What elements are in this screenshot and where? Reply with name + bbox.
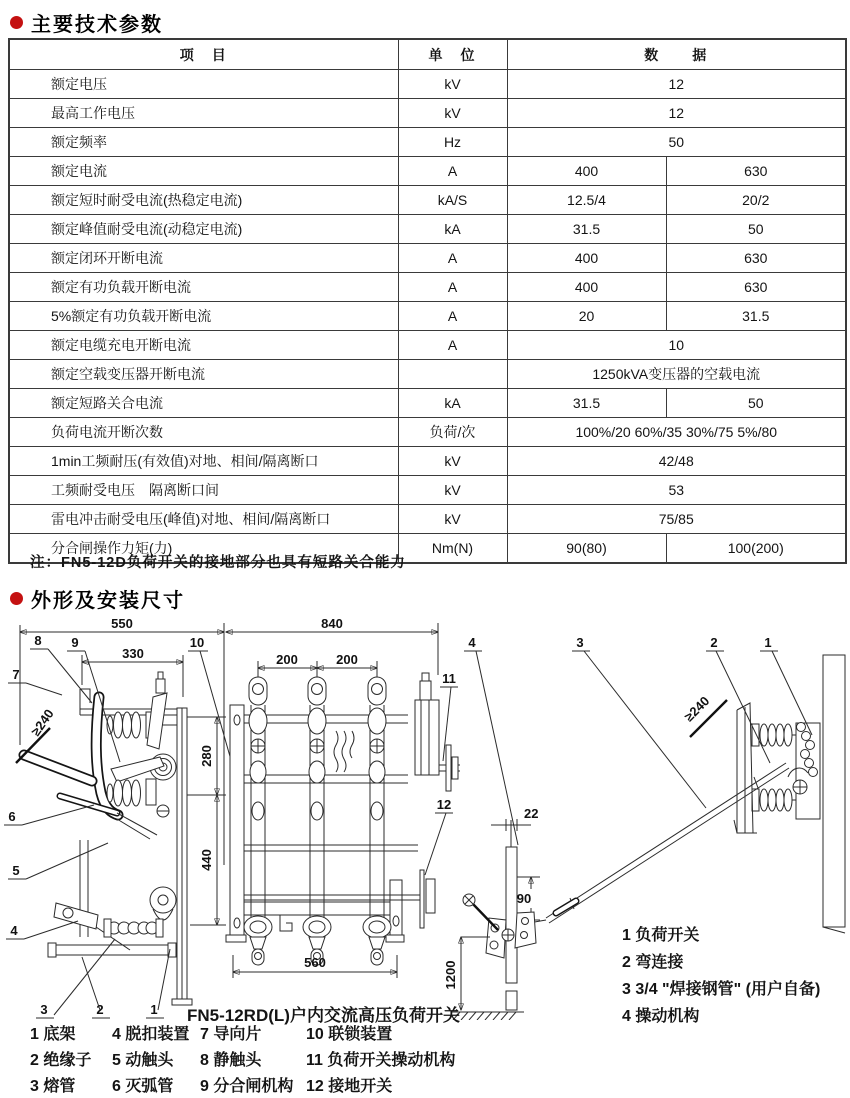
legend-item: 4 脱扣装置 [112,1026,190,1043]
callout-2-right: 2 [710,635,718,650]
value-cell: 20 [507,302,666,331]
legend-column [306,1022,455,1098]
value-cell: 31.5 [507,215,666,244]
item-cell: 负荷电流开断次数 [9,418,398,447]
front-view [187,616,460,978]
dim-1200: 1200 [443,960,458,990]
parts-legend [0,1022,600,1098]
parameters-table [8,38,847,564]
unit-cell: kV [398,476,507,505]
table-row [9,389,846,418]
legend-column [200,1022,293,1098]
table-row [9,360,846,389]
legend-item: 2 绝缘子 [30,1052,92,1069]
item-cell: 额定峰值耐受电流(动稳定电流) [9,215,398,244]
table-row [9,331,846,360]
dim-200a: 200 [276,652,298,667]
table-row [9,157,846,186]
item-cell: 额定电压 [9,70,398,99]
table-row [9,244,846,273]
unit-cell: A [398,157,507,186]
legend-item: 7 导向片 [200,1026,262,1043]
item-cell: 雷电冲击耐受电压(峰值)对地、相间/隔离断口 [9,505,398,534]
legend-item: 6 灭弧管 [112,1078,174,1095]
legend-item: 3 熔管 [30,1078,76,1095]
legend-column [30,1022,91,1098]
callout-4-left: 4 [10,923,18,938]
unit-cell: kA/S [398,186,507,215]
value-cell: 12.5/4 [507,186,666,215]
item-cell: 额定短时耐受电流(热稳定电流) [9,186,398,215]
value-cell: 53 [507,476,846,505]
value-cell: 630 [666,244,846,273]
value-cell: 50 [507,128,846,157]
value-cell: 630 [666,273,846,302]
legend-item: 5 动触头 [112,1052,174,1069]
table-header-row [9,39,846,70]
unit-cell: kA [398,389,507,418]
item-cell: 5%额定有功负载开断电流 [9,302,398,331]
dim-560: 560 [304,955,326,970]
unit-cell [398,360,507,389]
legend-item: 2 弯连接 [622,954,684,971]
section-title-params [10,8,163,37]
value-cell: 50 [666,389,846,418]
callout-3-left: 3 [40,1002,48,1017]
unit-cell: A [398,273,507,302]
unit-cell: Nm(N) [398,534,507,564]
red-bullet-icon [10,592,23,605]
dim-840: 840 [321,616,343,631]
section-title-text: 外形及安装尺寸 [31,590,185,612]
value-cell: 1250kVA变压器的空载电流 [507,360,846,389]
table-row [9,505,846,534]
table-row [9,476,846,505]
unit-cell: A [398,244,507,273]
callout-11: 11 [442,671,456,686]
table-row [9,302,846,331]
table-row [9,215,846,244]
callout-9: 9 [71,635,79,650]
item-cell: 工频耐受电压 隔离断口间 [9,476,398,505]
installation-view-callouts [464,635,812,845]
value-cell: 90(80) [507,534,666,564]
value-cell: 31.5 [666,302,846,331]
header-data: 数 据 [507,39,846,70]
dim-280: 280 [199,745,214,767]
unit-cell: Hz [398,128,507,157]
value-cell: 12 [507,70,846,99]
value-cell: 630 [666,157,846,186]
value-cell: 42/48 [507,447,846,476]
callout-10: 10 [189,635,205,650]
item-cell: 额定闭环开断电流 [9,244,398,273]
item-cell: 1min工频耐压(有效值)对地、相间/隔离断口 [9,447,398,476]
dim-440: 440 [199,849,214,871]
unit-cell: kV [398,505,507,534]
callout-4-right: 4 [468,635,476,650]
installation-legend [622,922,820,1030]
table-row [9,99,846,128]
dim-200b: 200 [336,652,358,667]
unit-cell: A [398,302,507,331]
dim-90: 90 [516,891,532,906]
legend-item: 8 静触头 [200,1052,262,1069]
value-cell: 400 [507,244,666,273]
table-row [9,447,846,476]
callout-8: 8 [34,633,42,648]
item-cell: 最高工作电压 [9,99,398,128]
callout-1-left: 1 [150,1002,158,1017]
table-row [9,273,846,302]
value-cell: 100(200) [666,534,846,564]
table-row [9,128,846,157]
item-cell: 额定电缆充电开断电流 [9,331,398,360]
value-cell: 400 [507,273,666,302]
drawing-caption: FN5-12RD(L)户内交流高压负荷开关 [187,1006,460,1025]
legend-item: 1 底架 [30,1026,76,1043]
unit-cell: kV [398,70,507,99]
legend-item: 11 负荷开关操动机构 [306,1052,456,1069]
table-row [9,186,846,215]
value-cell: 12 [507,99,846,128]
value-cell: 20/2 [666,186,846,215]
header-unit: 单 位 [398,39,507,70]
table-note: 注：FN5-12D负荷开关的接地部分也具有短路关合能力 [30,555,406,571]
legend-item: 4 操动机构 [622,1008,700,1025]
legend-item: 1 负荷开关 [622,927,700,944]
dim-22: 22 [524,806,539,821]
callout-3-right: 3 [576,635,584,650]
unit-cell: 负荷/次 [398,418,507,447]
unit-cell: kV [398,99,507,128]
unit-cell: kA [398,215,507,244]
params-table-body [9,70,846,564]
dim-240-right: ≥240 [681,693,713,725]
legend-column [112,1022,189,1098]
value-cell: 400 [507,157,666,186]
value-cell: 10 [507,331,846,360]
header-item: 项 目 [9,39,398,70]
legend-item: 9 分合闸机构 [200,1078,294,1095]
section-title-dimensions [10,584,185,613]
value-cell: 31.5 [507,389,666,418]
item-cell: 额定有功负载开断电流 [9,273,398,302]
value-cell: 100%/20 60%/35 30%/75 5%/80 [507,418,846,447]
item-cell: 额定电流 [9,157,398,186]
dim-240-left: ≥240 [27,706,57,739]
legend-item: 10 联锁装置 [306,1026,393,1043]
section-title-text: 主要技术参数 [31,14,163,36]
callout-5: 5 [12,863,20,878]
item-cell: 分合闸操作力矩(力) [9,534,398,564]
dim-550: 550 [111,616,133,631]
table-row [9,418,846,447]
side-view [16,616,224,1005]
item-cell: 额定频率 [9,128,398,157]
callout-7: 7 [12,667,20,682]
unit-cell: kV [398,447,507,476]
item-cell: 额定空载变压器开断电流 [9,360,398,389]
red-bullet-icon [10,16,23,29]
legend-item: 12 接地开关 [306,1078,393,1095]
callout-12: 12 [436,797,452,812]
callout-6: 6 [8,809,16,824]
value-cell: 50 [666,215,846,244]
side-view-callouts [4,633,233,1018]
legend-item: 3 3/4 "焊接钢管" (用户自备) [622,981,821,998]
callout-1-right: 1 [764,635,772,650]
value-cell: 75/85 [507,505,846,534]
item-cell: 额定短路关合电流 [9,389,398,418]
table-row [9,70,846,99]
unit-cell: A [398,331,507,360]
callout-2-left: 2 [96,1002,104,1017]
dim-330: 330 [122,646,144,661]
